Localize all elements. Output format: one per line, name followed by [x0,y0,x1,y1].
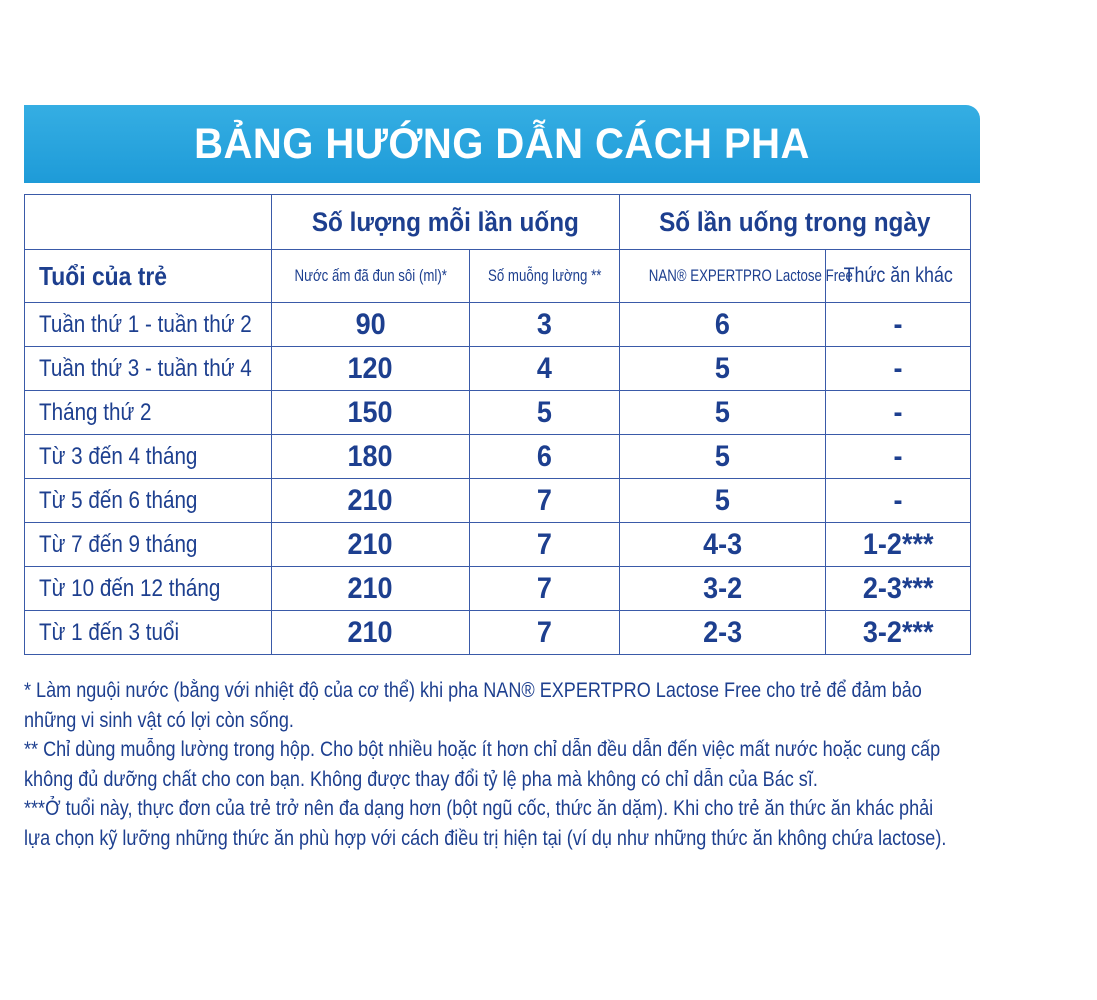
water-cell: 210 [272,567,470,611]
scoops-cell: 7 [470,567,620,611]
water-cell: 120 [272,347,470,391]
water-column-header: Nước ấm đã đun sôi (ml)* [272,250,470,303]
footnote-line: ***Ở tuổi này, thực đơn của trẻ trở nên đa dạng hơn (bột ngũ cốc, thức ăn dặm). Khi cho trẻ ăn thức ăn khác phải [24,797,934,820]
scoops-cell: 5 [470,391,620,435]
group-header-row [25,195,971,250]
age-cell: Từ 5 đến 6 tháng [25,479,272,523]
footnote-line: lựa chọn kỹ lưỡng những thức ăn phù hợp với cách điều trị hiện tại (ví dụ như những thức ăn không chứa lactose). [24,826,947,850]
column-header-row [25,250,971,303]
footnote-line: * Làm nguội nước (bằng với nhiệt độ của cơ thể) khi pha NAN® EXPERTPRO Lactose Free cho trẻ để đảm bảo [24,679,922,702]
water-cell: 210 [272,479,470,523]
age-cell: Từ 1 đến 3 tuổi [25,611,272,655]
footnotes [24,676,984,853]
nan-cell: 5 [620,391,826,435]
age-cell: Từ 7 đến 9 tháng [25,523,272,567]
nan-cell: 5 [620,479,826,523]
scoops-cell: 4 [470,347,620,391]
age-cell: Từ 10 đến 12 tháng [25,567,272,611]
age-cell: Tuần thứ 1 - tuần thứ 2 [25,303,272,347]
amount-group-header: Số lượng mỗi lần uống [272,195,620,250]
nan-cell: 5 [620,435,826,479]
page-title: BẢNG HƯỚNG DẪN CÁCH PHA [194,119,810,168]
nan-cell: 5 [620,347,826,391]
table-row [25,391,971,435]
scoops-column-header: Số muỗng lường ** [470,250,620,303]
other-food-cell: - [826,435,971,479]
footnote-line: những vi sinh vật có lợi còn sống. [24,708,294,732]
age-column-header: Tuổi của trẻ [25,250,272,303]
table-body [25,303,971,655]
nan-cell: 6 [620,303,826,347]
water-cell: 150 [272,391,470,435]
nan-cell: 2-3 [620,611,826,655]
title-banner [24,105,980,183]
table-row [25,479,971,523]
water-cell: 180 [272,435,470,479]
table-row [25,347,971,391]
nan-cell: 4-3 [620,523,826,567]
mixing-guide-table [24,194,971,655]
scoops-cell: 7 [470,523,620,567]
table-row [25,303,971,347]
scoops-cell: 7 [470,611,620,655]
other-food-cell: - [826,347,971,391]
nan-cell: 3-2 [620,567,826,611]
age-cell: Tuần thứ 3 - tuần thứ 4 [25,347,272,391]
scoops-cell: 3 [470,303,620,347]
empty-corner-cell [25,195,272,250]
table-row [25,611,971,655]
water-cell: 210 [272,611,470,655]
other-food-cell: - [826,391,971,435]
frequency-group-header: Số lần uống trong ngày [620,195,971,250]
water-cell: 210 [272,523,470,567]
other-food-cell: 1-2*** [826,523,971,567]
table-row [25,435,971,479]
footnote-line: không đủ dưỡng chất cho con bạn. Không được thay đổi tỷ lệ pha mà không có chỉ dẫn của Bác sĩ. [24,767,818,791]
other-food-cell: - [826,479,971,523]
other-food-cell: 2-3*** [826,567,971,611]
table-row [25,523,971,567]
other-food-cell: 3-2*** [826,611,971,655]
other-food-cell: - [826,303,971,347]
footnote-line: ** Chỉ dùng muỗng lường trong hộp. Cho bột nhiều hoặc ít hơn chỉ dẫn đều dẫn đến việc mất nước hoặc cung cấp [24,738,941,761]
table-row [25,567,971,611]
nan-column-header: NAN® EXPERTPRO Lactose Free [620,250,826,303]
age-cell: Tháng thứ 2 [25,391,272,435]
other-food-column-header: Thức ăn khác [826,250,971,303]
age-cell: Từ 3 đến 4 tháng [25,435,272,479]
scoops-cell: 7 [470,479,620,523]
scoops-cell: 6 [470,435,620,479]
water-cell: 90 [272,303,470,347]
